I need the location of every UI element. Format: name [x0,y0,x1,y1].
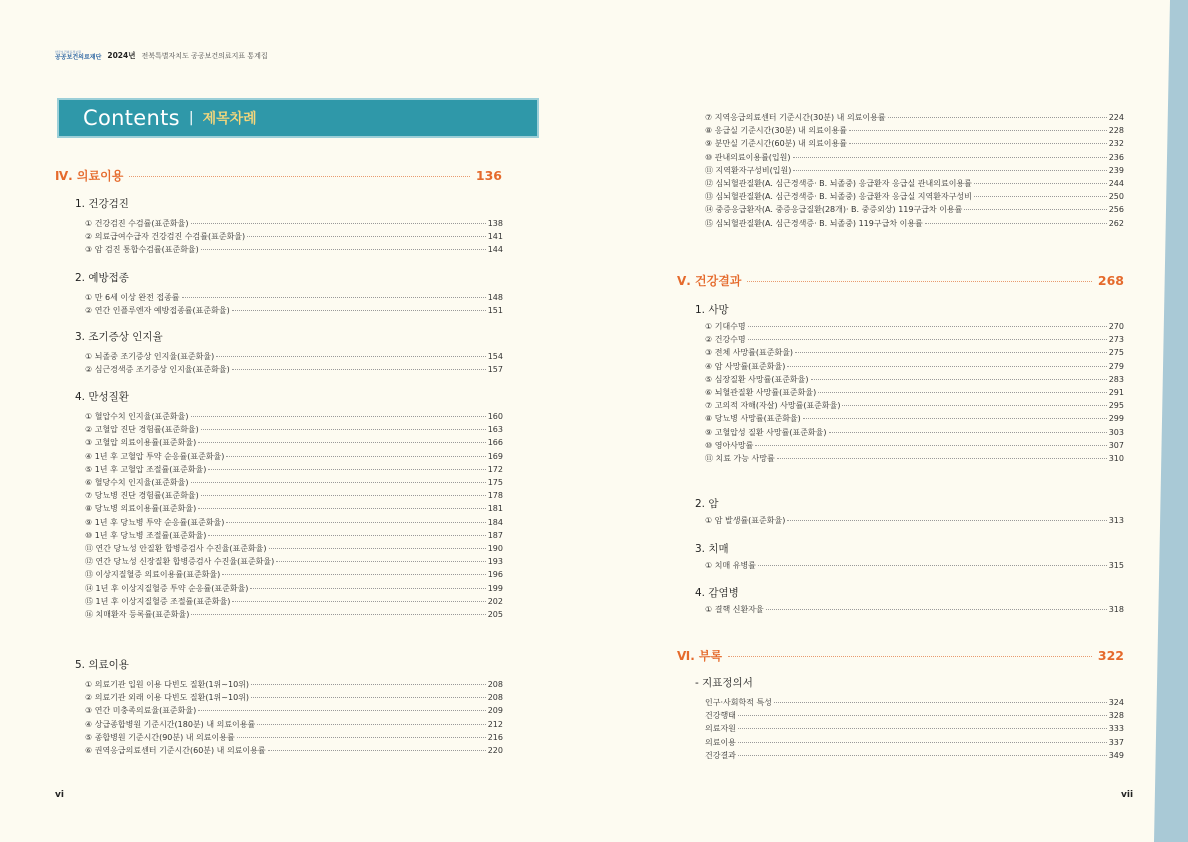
entry-page: 202 [487,596,503,606]
toc-entry [85,464,503,476]
dot-leader [251,684,486,685]
entry-page: 315 [1108,561,1124,570]
entry-page: 303 [1108,427,1124,437]
entry-label: ② 의료기관 외래 이용 다빈도 질환(1위~10위) [85,693,250,703]
entry-page: 236 [1108,152,1124,162]
toc-entry [85,569,503,581]
entry-label: ⑨ 1년 후 당뇨병 투약 순응률(표준화율) [85,517,225,527]
entry-page: 169 [487,451,503,461]
toc-entry [85,305,503,317]
chapter-heading [677,647,1124,664]
toc-entry [85,705,503,717]
entry-page: 313 [1108,516,1124,525]
page-number-right: vii [1121,790,1134,800]
page-edge-decoration [1140,0,1188,842]
dot-leader [748,326,1107,327]
dot-leader [191,416,486,417]
dot-leader [974,196,1107,197]
entry-label: ② 건강수명 [705,335,746,345]
section-heading: 2. 예방접종 [75,272,129,284]
entry-label: ① 뇌졸중 조기증상 인지율(표준화율) [85,352,215,361]
entry-page: 270 [1108,322,1124,331]
toc-entry [705,165,1124,177]
entry-page: 187 [487,530,503,540]
toc-entry [705,427,1124,439]
dot-leader [226,456,485,457]
dot-leader [232,310,486,311]
entry-label: ⑤ 1년 후 고혈압 조절률(표준화율) [85,464,207,474]
dot-leader [974,183,1107,184]
dot-leader [237,737,486,738]
toc-entry [705,710,1124,722]
toc-entry [85,351,503,363]
chapter-heading [677,272,1124,289]
toc-entry [85,583,503,595]
entry-label: ⑯ 치매환자 등록률(표준화율) [85,610,190,619]
entry-page: 244 [1108,179,1124,188]
entry-page: 299 [1108,414,1124,424]
toc-entry [705,440,1124,452]
toc-entry [85,218,503,230]
entry-page: 262 [1108,218,1124,228]
entry-page: 181 [487,504,503,514]
entry-page: 279 [1108,361,1124,371]
section-heading: 1. 건강검진 [75,198,129,210]
contents-banner [57,98,539,138]
entry-page: 275 [1108,348,1124,358]
entry-page: 283 [1108,374,1124,384]
toc-entry [85,503,503,515]
entry-page: 349 [1108,750,1124,760]
entry-page: 175 [487,478,503,487]
entry-label: ⑩ 1년 후 당뇨병 조절률(표준화율) [85,530,207,540]
toc-entry [85,609,503,621]
entry-label: ⑦ 당뇨병 진단 경험률(표준화율) [85,491,199,501]
entry-page: 163 [487,425,503,435]
toc-entry [85,556,503,568]
toc-entry [85,530,503,542]
dot-leader [925,223,1107,224]
entry-page: 291 [1108,388,1124,397]
dot-leader [964,209,1106,210]
toc-entry [705,723,1124,735]
entry-label: ⑦ 고의적 자해(자살) 사망률(표준화율) [705,401,841,411]
toc-entry [85,692,503,704]
toc-entry [705,750,1124,762]
org-logo: 한국보건의료정보원 공공보건의료재단 [55,50,102,61]
entry-page: 212 [487,719,503,729]
toc-entry [85,292,503,304]
toc-entry [705,112,1124,124]
entry-page: 151 [487,306,503,316]
entry-label: 의료자원 [705,724,736,734]
section-heading: 4. 만성질환 [75,391,129,403]
dot-leader [216,356,485,357]
toc-entry [705,152,1124,164]
dot-leader [268,750,486,751]
dot-leader [738,755,1107,756]
entry-label: ⑬ 심뇌혈관질환(A. 심근경색증· B. 뇌졸중) 응급환자 응급실 지역환자구성비 [705,192,972,202]
entry-page: 209 [487,706,503,716]
dot-leader [201,429,486,430]
entry-page: 328 [1108,711,1124,721]
toc-entry [85,231,503,243]
entry-label: ⑧ 당뇨병 의료이용률(표준화율) [85,504,197,514]
entry-page: 184 [487,517,503,527]
toc-entry [705,125,1124,137]
entry-page: 324 [1108,698,1124,707]
entry-page: 239 [1108,165,1124,175]
toc-entry [85,719,503,731]
dot-leader [787,366,1106,367]
dot-leader [222,574,485,575]
entry-page: 256 [1108,205,1124,215]
entry-page: 318 [1108,605,1124,614]
dot-leader [191,223,486,224]
entry-label: 건강결과 [705,750,736,760]
entry-page: 310 [1108,454,1124,463]
section-heading: - 지표정의서 [695,677,753,689]
section-heading: 1. 사망 [695,304,729,316]
dot-leader [226,522,485,523]
entry-label: ① 만 6세 이상 완전 접종률 [85,293,180,302]
toc-entry [85,424,503,436]
entry-page: 172 [487,464,503,474]
entry-label: ⑧ 당뇨병 사망률(표준화율) [705,414,801,424]
dot-leader [766,609,1107,610]
dot-leader [250,588,485,589]
dot-leader [888,117,1107,118]
toc-entry [705,737,1124,749]
entry-page: 196 [487,570,503,580]
entry-label: ⑩ 영아사망률 [705,440,754,450]
entry-page: 337 [1108,737,1124,747]
dot-leader [803,418,1107,419]
dot-leader [208,469,485,470]
toc-entry [85,490,503,502]
dot-leader [829,432,1107,433]
contents-title-en: Contents [83,106,180,130]
section-heading: 5. 의료이용 [75,659,129,671]
dot-leader [795,352,1107,353]
entry-label: 건강행태 [705,711,736,721]
entry-label: ⑤ 심장질환 사망률(표준화율) [705,374,809,384]
entry-label: 의료이용 [705,737,736,747]
section-heading: 4. 감염병 [695,587,739,599]
entry-page: 220 [487,746,503,755]
entry-label: ④ 암 사망률(표준화율) [705,361,786,371]
entry-page: 273 [1108,335,1124,345]
entry-page: 224 [1108,113,1124,122]
page-number-left: vi [55,790,64,800]
entry-label: ⑭ 1년 후 이상지질혈증 투약 순응률(표준화율) [85,583,249,593]
entry-label: ④ 1년 후 고혈압 투약 순응률(표준화율) [85,451,225,461]
toc-entry [85,517,503,529]
dot-leader [842,405,1106,406]
chapter-page: 322 [1097,648,1124,663]
entry-label: ② 연간 인플루엔자 예방접종률(표준화율) [85,306,230,316]
dot-leader [811,379,1107,380]
entry-label: ⑩ 관내의료이용률(입원) [705,152,791,162]
entry-label: ① 결핵 신환자율 [705,605,764,614]
entry-label: ⑥ 혈당수치 인지율(표준화율) [85,478,189,487]
dot-leader [198,710,485,711]
toc-entry [705,413,1124,425]
toc-entry [705,178,1124,190]
dot-leader [793,170,1106,171]
entry-label: ① 기대수명 [705,322,746,331]
toc-entry [705,191,1124,203]
dot-leader [738,742,1107,743]
dot-leader [738,728,1107,729]
toc-entry [85,679,503,691]
dot-leader [818,392,1106,393]
entry-page: 157 [487,365,503,375]
dot-leader [748,339,1107,340]
dot-leader [787,520,1106,521]
entry-page: 199 [487,583,503,593]
entry-label: ⑫ 연간 당뇨성 신장질환 합병증검사 수진율(표준화율) [85,557,275,567]
chapter-heading [55,167,502,184]
entry-label: ② 의료급여수급자 건강검진 수검률(표준화율) [85,232,246,242]
entry-page: 250 [1108,192,1124,202]
entry-label: ① 의료기관 입원 이용 다빈도 질환(1위~10위) [85,680,250,689]
toc-entry [705,515,1124,527]
dot-leader [849,143,1107,144]
header-year: 2024년 [107,51,136,60]
dot-leader [251,697,486,698]
entry-label: ① 혈압수치 인지율(표준화율) [85,412,189,421]
entry-page: 295 [1108,401,1124,411]
toc-entry [85,364,503,376]
toc-entry [705,374,1124,386]
dot-leader [269,548,486,549]
entry-label: ⑭ 중증응급환자(A. 중증응급질환(28개)· B. 중증외상) 119구급차 이용률 [705,205,963,215]
dot-leader [747,281,1092,282]
entry-page: 166 [487,438,503,448]
entry-page: 141 [487,232,503,242]
entry-label: ⑮ 심뇌혈관질환(A. 심근경색증· B. 뇌졸중) 119구급차 이용률 [705,218,923,228]
dot-leader [774,702,1107,703]
dot-leader [191,482,486,483]
dot-leader [191,614,485,615]
entry-page: 154 [487,352,503,361]
toc-entry [705,321,1124,333]
dot-leader [247,236,486,237]
dot-leader [129,176,470,177]
section-heading: 2. 암 [695,498,719,510]
toc-entry [705,347,1124,359]
entry-label: ⑧ 응급실 기준시간(30분) 내 의료이용률 [705,126,847,136]
chapter-page: 268 [1097,273,1124,288]
dot-leader [755,445,1106,446]
entry-label: 인구·사회학적 특성 [705,698,772,707]
dot-leader [849,130,1107,131]
dot-leader [257,724,485,725]
toc-entry [705,453,1124,465]
section-heading: 3. 조기증상 인지율 [75,331,163,343]
toc-entry [705,400,1124,412]
dot-leader [232,369,486,370]
entry-label: ⑪ 치료 가능 사망률 [705,454,775,463]
entry-label: ⑬ 이상지질혈증 의료이용률(표준화율) [85,570,221,580]
entry-label: ③ 전체 사망률(표준화율) [705,348,794,358]
toc-entry [705,387,1124,399]
dot-leader [728,656,1092,657]
dot-leader [182,297,486,298]
toc-entry [705,138,1124,150]
chapter-title: Ⅵ. 부록 [677,649,723,663]
entry-label: ② 심근경색증 조기증상 인지율(표준화율) [85,365,230,375]
entry-label: ⑫ 심뇌혈관질환(A. 심근경색증· B. 뇌졸중) 응급환자 응급실 관내의료이용률 [705,179,972,188]
entry-page: 190 [487,544,503,553]
page-header [55,50,268,61]
entry-page: 307 [1108,440,1124,450]
toc-entry [705,604,1124,616]
dot-leader [201,495,486,496]
toc-entry [85,451,503,463]
toc-entry [85,477,503,489]
contents-title-ko: 제목차례 [202,111,257,127]
dot-leader [198,508,485,509]
title-separator: | [188,110,194,126]
dot-leader [777,458,1107,459]
toc-entry [85,411,503,423]
entry-page: 138 [487,219,503,228]
toc-entry [85,596,503,608]
section-heading: 3. 치매 [695,543,729,555]
chapter-title: Ⅴ. 건강결과 [677,274,742,288]
toc-entry [85,543,503,555]
dot-leader [201,249,486,250]
toc-entry [705,334,1124,346]
toc-entry [705,697,1124,709]
entry-page: 178 [487,491,503,501]
entry-label: ③ 암 검진 통합수검률(표준화율) [85,245,199,255]
toc-entry [705,560,1124,572]
toc-entry [705,361,1124,373]
entry-page: 333 [1108,724,1124,734]
toc-entry [85,745,503,757]
chapter-title: Ⅳ. 의료이용 [55,169,124,183]
entry-label: ⑨ 분만실 기준시간(60분) 내 의료이용률 [705,139,847,149]
entry-page: 216 [487,732,503,742]
chapter-page: 136 [475,168,502,183]
entry-label: ② 고혈압 진단 경험률(표준화율) [85,425,199,435]
entry-label: ① 건강검진 수검률(표준화율) [85,219,189,228]
entry-page: 228 [1108,126,1124,136]
entry-label: ① 암 발생률(표준화율) [705,516,786,525]
entry-page: 208 [487,693,503,703]
entry-page: 193 [487,557,503,567]
entry-label: ⑥ 권역응급의료센터 기준시간(60분) 내 의료이용률 [85,746,266,755]
toc-entry [85,244,503,256]
entry-label: ⑤ 종합병원 기준시간(90분) 내 의료이용률 [85,732,235,742]
dot-leader [758,565,1107,566]
entry-label: ⑨ 고혈압성 질환 사망률(표준화율) [705,427,827,437]
toc-entry [85,437,503,449]
entry-label: ④ 상급종합병원 기준시간(180분) 내 의료이용률 [85,719,256,729]
entry-label: ⑦ 지역응급의료센터 기준시간(30분) 내 의료이용률 [705,113,886,122]
entry-label: ⑪ 지역환자구성비(입원) [705,165,792,175]
dot-leader [232,601,485,602]
entry-page: 160 [487,412,503,421]
toc-entry [705,218,1124,230]
dot-leader [198,442,485,443]
dot-leader [276,561,485,562]
dot-leader [793,157,1107,158]
dot-leader [208,535,485,536]
entry-label: ⑥ 뇌혈관질환 사망률(표준화율) [705,388,817,397]
header-title: 전북특별자치도 공공보건의료지표 통계집 [141,52,268,60]
entry-page: 205 [487,610,503,619]
entry-page: 232 [1108,139,1124,149]
entry-page: 208 [487,680,503,689]
entry-label: ① 치매 유병률 [705,561,756,570]
entry-page: 144 [487,245,503,255]
dot-leader [738,715,1107,716]
entry-label: ③ 연간 미충족의료율(표준화율) [85,706,197,716]
toc-entry [85,732,503,744]
entry-label: ⑮ 1년 후 이상지질혈증 조절률(표준화율) [85,596,231,606]
toc-entry [705,204,1124,216]
entry-label: ⑪ 연간 당뇨성 안질환 합병증검사 수진율(표준화율) [85,544,267,553]
entry-label: ③ 고혈압 의료이용률(표준화율) [85,438,197,448]
entry-page: 148 [487,293,503,302]
